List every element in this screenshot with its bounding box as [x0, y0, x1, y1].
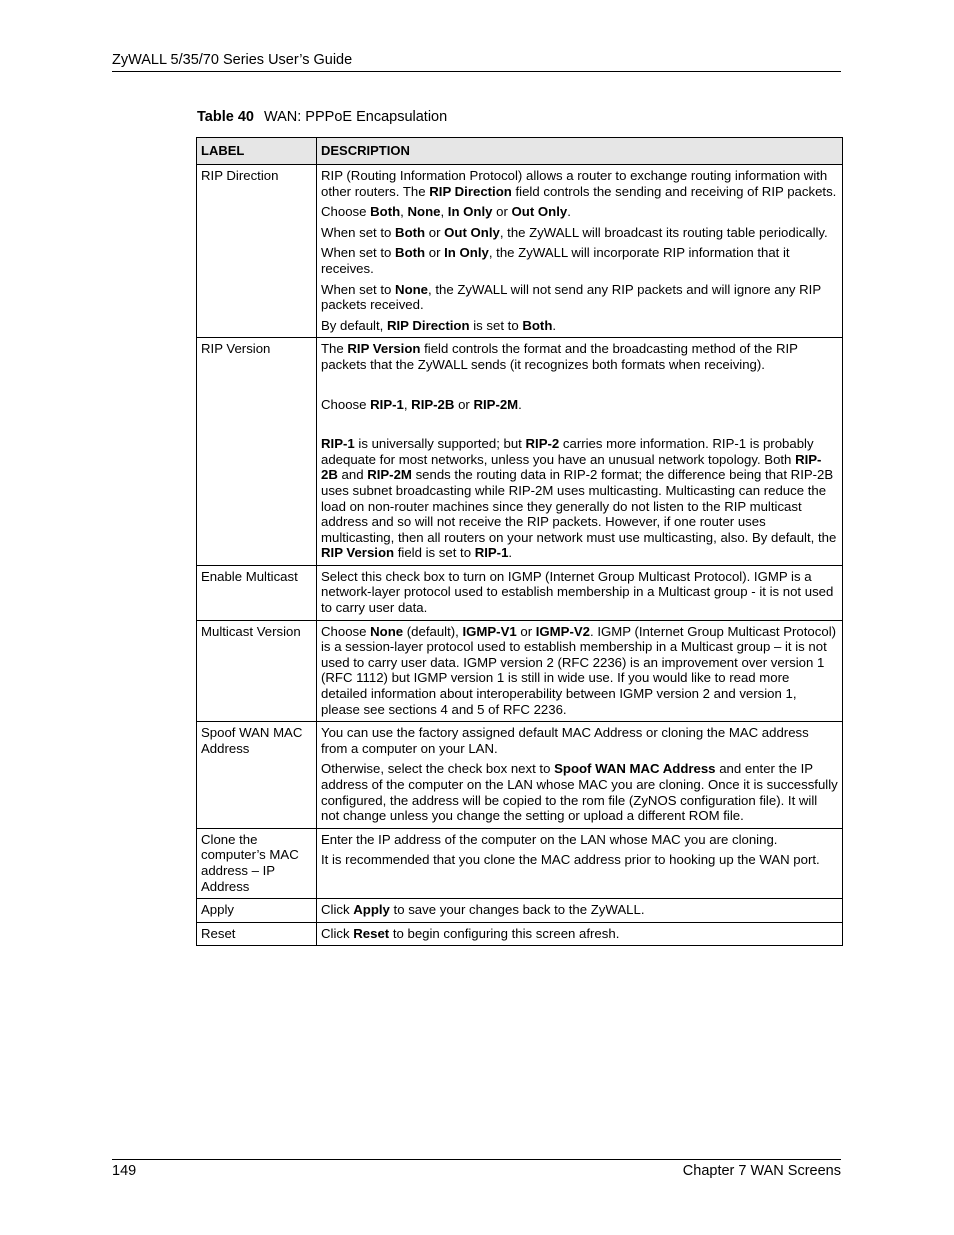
bold-term: Reset [353, 925, 390, 941]
description-paragraph: RIP-1 is universally supported; but RIP-2 carries more information. RIP-1 is probably adequate for most networks, unless you have an unusual network topology. Both RIP-2B and RIP-2M sends the routing data in RIP-2 format; the difference being that RIP-2B uses subnet broadcasting while RIP-2M uses multicasting. Multicasting can reduce the load on non-router machines since they generally do not listen to the RIP multicast address and so will not receive the RIP packets. However, if one router uses multicasting, then all routers on your network must use multicasting, also. By default, the RIP Version field is set to RIP-1. [321, 436, 837, 561]
bold-term: Both [395, 245, 426, 261]
table-row [197, 722, 843, 829]
row-label: Spoof WAN MAC Address [197, 722, 317, 829]
description-paragraph: Choose RIP-1, RIP-2B or RIP-2M. [321, 396, 522, 412]
description-paragraph: Otherwise, select the check box next to Spoof WAN MAC Address and enter the IP address of the computer on the LAN whose MAC you are cloning. Once it is successfully configured, the address will be copied to the rom file (ZyNOS configuration file). It will not change unless you change the setting or upload a different ROM file. [321, 761, 838, 824]
bold-term: RIP-2B [321, 451, 822, 483]
bold-term: RIP-2 [525, 436, 560, 452]
table-header-row [197, 138, 843, 165]
bold-term: None [395, 281, 429, 297]
row-description [317, 565, 843, 620]
description-paragraph: The RIP Version field controls the format and the broadcasting method of the RIP packets that the ZyWALL sends (it recognizes both formats when receiving). [321, 341, 798, 372]
description-paragraph: By default, RIP Direction is set to Both. [321, 317, 557, 333]
row-description [317, 899, 843, 923]
bold-term: IGMP-V2 [535, 623, 590, 639]
bold-term: In Only [447, 204, 493, 220]
bold-term: RIP-1 [321, 436, 355, 452]
description-paragraph: RIP (Routing Information Protocol) allows a router to exchange routing information with other routers. The RIP Direction field controls the sending and receiving of RIP packets. [321, 168, 837, 199]
bold-term: None [370, 623, 404, 639]
bold-term: Both [370, 204, 401, 220]
bold-term: RIP-2M [367, 467, 412, 483]
description-paragraph: It is recommended that you clone the MAC address prior to hooking up the WAN port. [321, 852, 820, 868]
row-label: Multicast Version [197, 620, 317, 722]
table-row [197, 338, 843, 566]
bold-term: RIP Direction [386, 317, 470, 333]
row-description [317, 620, 843, 722]
bold-term: RIP Direction [429, 183, 512, 199]
description-paragraph: When set to None, the ZyWALL will not send any RIP packets and will ignore any RIP packets received. [321, 281, 821, 313]
page-number: 149 [112, 1163, 137, 1179]
table-number: Table 40 [197, 109, 254, 125]
table-row [197, 620, 843, 722]
table-row [197, 922, 843, 946]
description-paragraph: Choose Both, None, In Only or Out Only. [321, 204, 571, 220]
bold-term: RIP-2B [411, 396, 455, 412]
description-paragraph: Click Reset to begin configuring this screen afresh. [321, 925, 620, 941]
description-paragraph: Select this check box to turn on IGMP (Internet Group Multicast Protocol). IGMP is a network-layer protocol used to establish membership in a Multicast group - it is not used to carry user data. [321, 568, 834, 616]
row-description [317, 922, 843, 946]
bold-term: RIP Version [321, 545, 395, 561]
description-column-header: DESCRIPTION [317, 138, 843, 165]
table-row [197, 565, 843, 620]
description-paragraph: Click Apply to save your changes back to the ZyWALL. [321, 902, 645, 918]
row-label: Reset [197, 922, 317, 946]
bold-term: RIP-1 [474, 545, 509, 561]
bold-term: Both [522, 317, 553, 333]
row-label: Clone the computer’s MAC address – IP Address [197, 828, 317, 898]
description-paragraph: When set to Both or Out Only, the ZyWALL will broadcast its routing table periodically. [321, 224, 828, 240]
row-label: RIP Direction [197, 165, 317, 338]
bold-term: Both [395, 224, 426, 240]
row-label: RIP Version [197, 338, 317, 566]
bold-term: RIP Version [347, 341, 421, 357]
running-header: ZyWALL 5/35/70 Series User’s Guide [112, 52, 353, 68]
bold-term: IGMP-V1 [462, 623, 517, 639]
row-label: Apply [197, 899, 317, 923]
header-divider [112, 71, 841, 72]
bold-term: Out Only [444, 224, 500, 240]
row-label: Enable Multicast [197, 565, 317, 620]
row-description [317, 722, 843, 829]
bold-term: Spoof WAN MAC Address [554, 761, 716, 777]
table-row [197, 899, 843, 923]
description-paragraph: You can use the factory assigned default MAC Address or cloning the MAC address from a computer on your LAN. [321, 725, 809, 756]
row-description [317, 165, 843, 338]
description-paragraph: Enter the IP address of the computer on the LAN whose MAC you are cloning. [321, 831, 778, 847]
bold-term: Apply [353, 902, 390, 918]
bold-term: RIP-2M [473, 396, 519, 412]
table-caption [197, 108, 447, 126]
description-paragraph: Choose None (default), IGMP-V1 or IGMP-V2. IGMP (Internet Group Multicast Protocol) is a session-layer protocol used to establish membership in a Multicast group – it is not used to carry user data. IGMP version 2 (RFC 2236) is an improvement over version 1 (RFC 1112) but IGMP version 1 is still in wide use. If you would like to read more detailed information about interoperability between IGMP version 2 and version 1, please see sections 4 and 5 of RFC 2236. [321, 623, 837, 717]
footer-divider [112, 1159, 841, 1160]
chapter-title: Chapter 7 WAN Screens [682, 1163, 841, 1179]
table-title: WAN: PPPoE Encapsulation [263, 109, 448, 125]
description-paragraph: When set to Both or In Only, the ZyWALL will incorporate RIP information that it receives. [321, 245, 790, 276]
wan-pppoe-table [196, 137, 843, 946]
table-row [197, 165, 843, 338]
bold-term: RIP-1 [370, 396, 404, 412]
row-description [317, 338, 843, 566]
bold-term: None [407, 204, 441, 220]
table-row [197, 828, 843, 898]
bold-term: Out Only [511, 204, 568, 220]
row-description [317, 828, 843, 898]
label-column-header: LABEL [197, 138, 317, 165]
bold-term: In Only [444, 245, 489, 261]
